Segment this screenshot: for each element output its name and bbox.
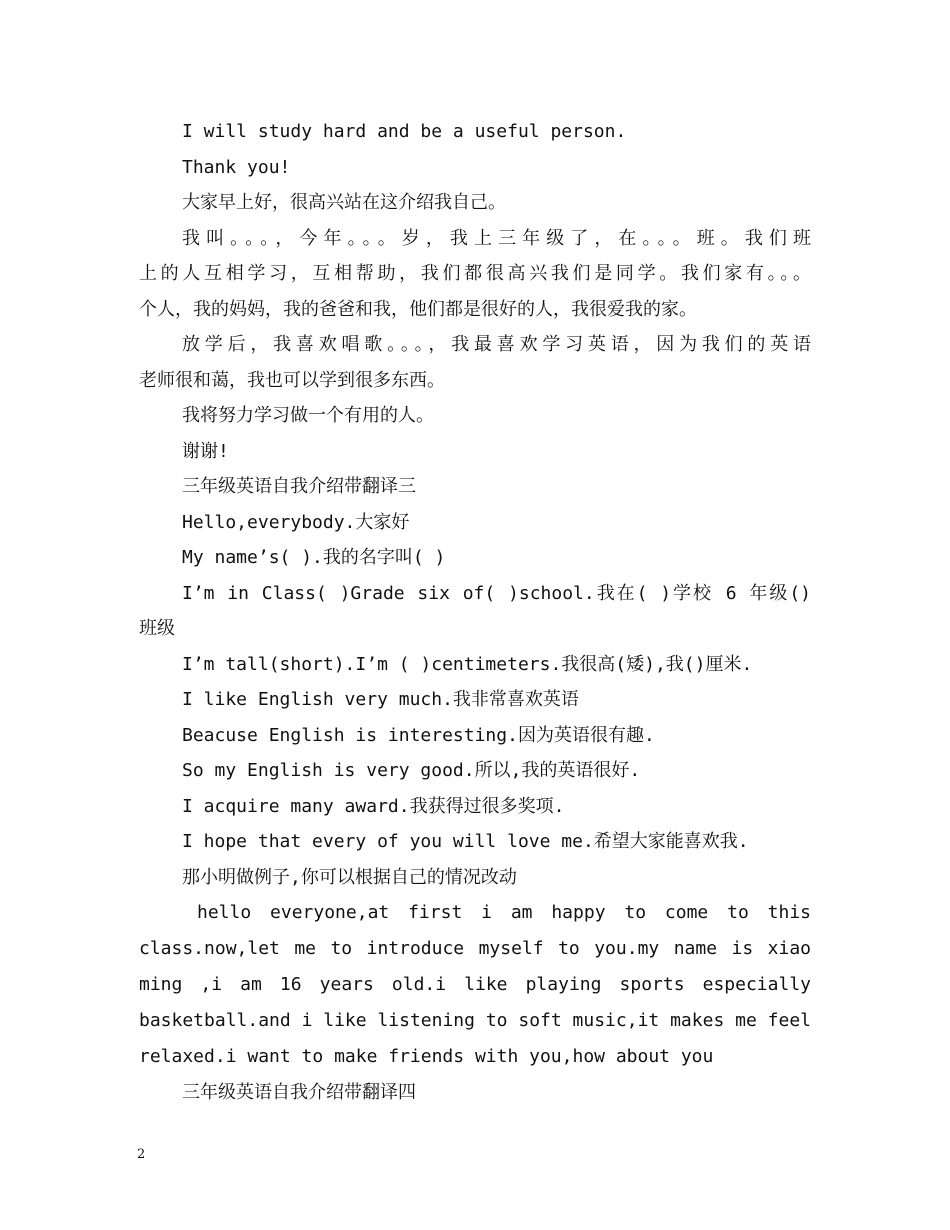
- text-line: Beacuse English is interesting.因为英语很有趣.: [182, 724, 655, 746]
- text-line: 班级: [139, 618, 175, 639]
- page-content: [139, 114, 811, 1111]
- text-line: I like English very much.我非常喜欢英语: [182, 689, 579, 710]
- text-line: 老师很和蔼，我也可以学到很多东西。: [139, 369, 445, 391]
- text-line: My name’s( ).我的名字叫( ): [182, 547, 446, 568]
- text-line: Thank you!: [182, 156, 291, 178]
- text-lines: [139, 114, 811, 895]
- text-line: 个人，我的妈妈，我的爸爸和我，他们都是很好的人，我很爱我的家。: [139, 298, 697, 320]
- text-line: Hello,everybody.大家好: [182, 511, 410, 533]
- text-line: 大家早上好，很高兴站在这介绍我自己。: [182, 192, 506, 213]
- text-line: 我叫。。。，今年。。。岁，我上三年级了，在。。。班。我们班: [182, 227, 811, 249]
- text-line: So my English is very good.所以,我的英语很好.: [182, 760, 641, 781]
- text-line: 放学后，我喜欢唱歌。。。，我最喜欢学习英语，因为我们的英语: [182, 334, 811, 355]
- text-line: 三年级英语自我介绍带翻译三: [182, 476, 416, 497]
- text-line: 我将努力学习做一个有用的人。: [182, 405, 434, 426]
- english-paragraph: hello everyone,at first i am happy to come to this class.now,let me to introduce myself to you.my name is xiao ming ,i am 16 years old.i like playing sports especially basketball.and i like listening to soft music,it makes me feel relaxed.i want to make friends with you,how about you: [139, 902, 811, 1067]
- text-line: I will study hard and be a useful person.: [182, 121, 627, 142]
- text-line: I hope that every of you will love me.希望大家能喜欢我.: [182, 831, 749, 852]
- text-line: I’m tall(short).I’m ( )centimeters.我很高(矮),我()厘米.: [182, 653, 753, 675]
- page-number: 2: [137, 1147, 146, 1162]
- text-line: 谢谢!: [182, 440, 229, 462]
- text-line: 上的人互相学习，互相帮助，我们都很高兴我们是同学。我们家有。。。: [139, 263, 811, 284]
- text-line: 那小明做例子,你可以根据自己的情况改动: [182, 866, 517, 888]
- closing-heading: 三年级英语自我介绍带翻译四: [182, 1082, 416, 1103]
- text-line: I’m in Class( )Grade six of( )school.我在( )学校 6 年级(): [182, 582, 811, 604]
- text-line: I acquire many award.我获得过很多奖项.: [182, 795, 565, 817]
